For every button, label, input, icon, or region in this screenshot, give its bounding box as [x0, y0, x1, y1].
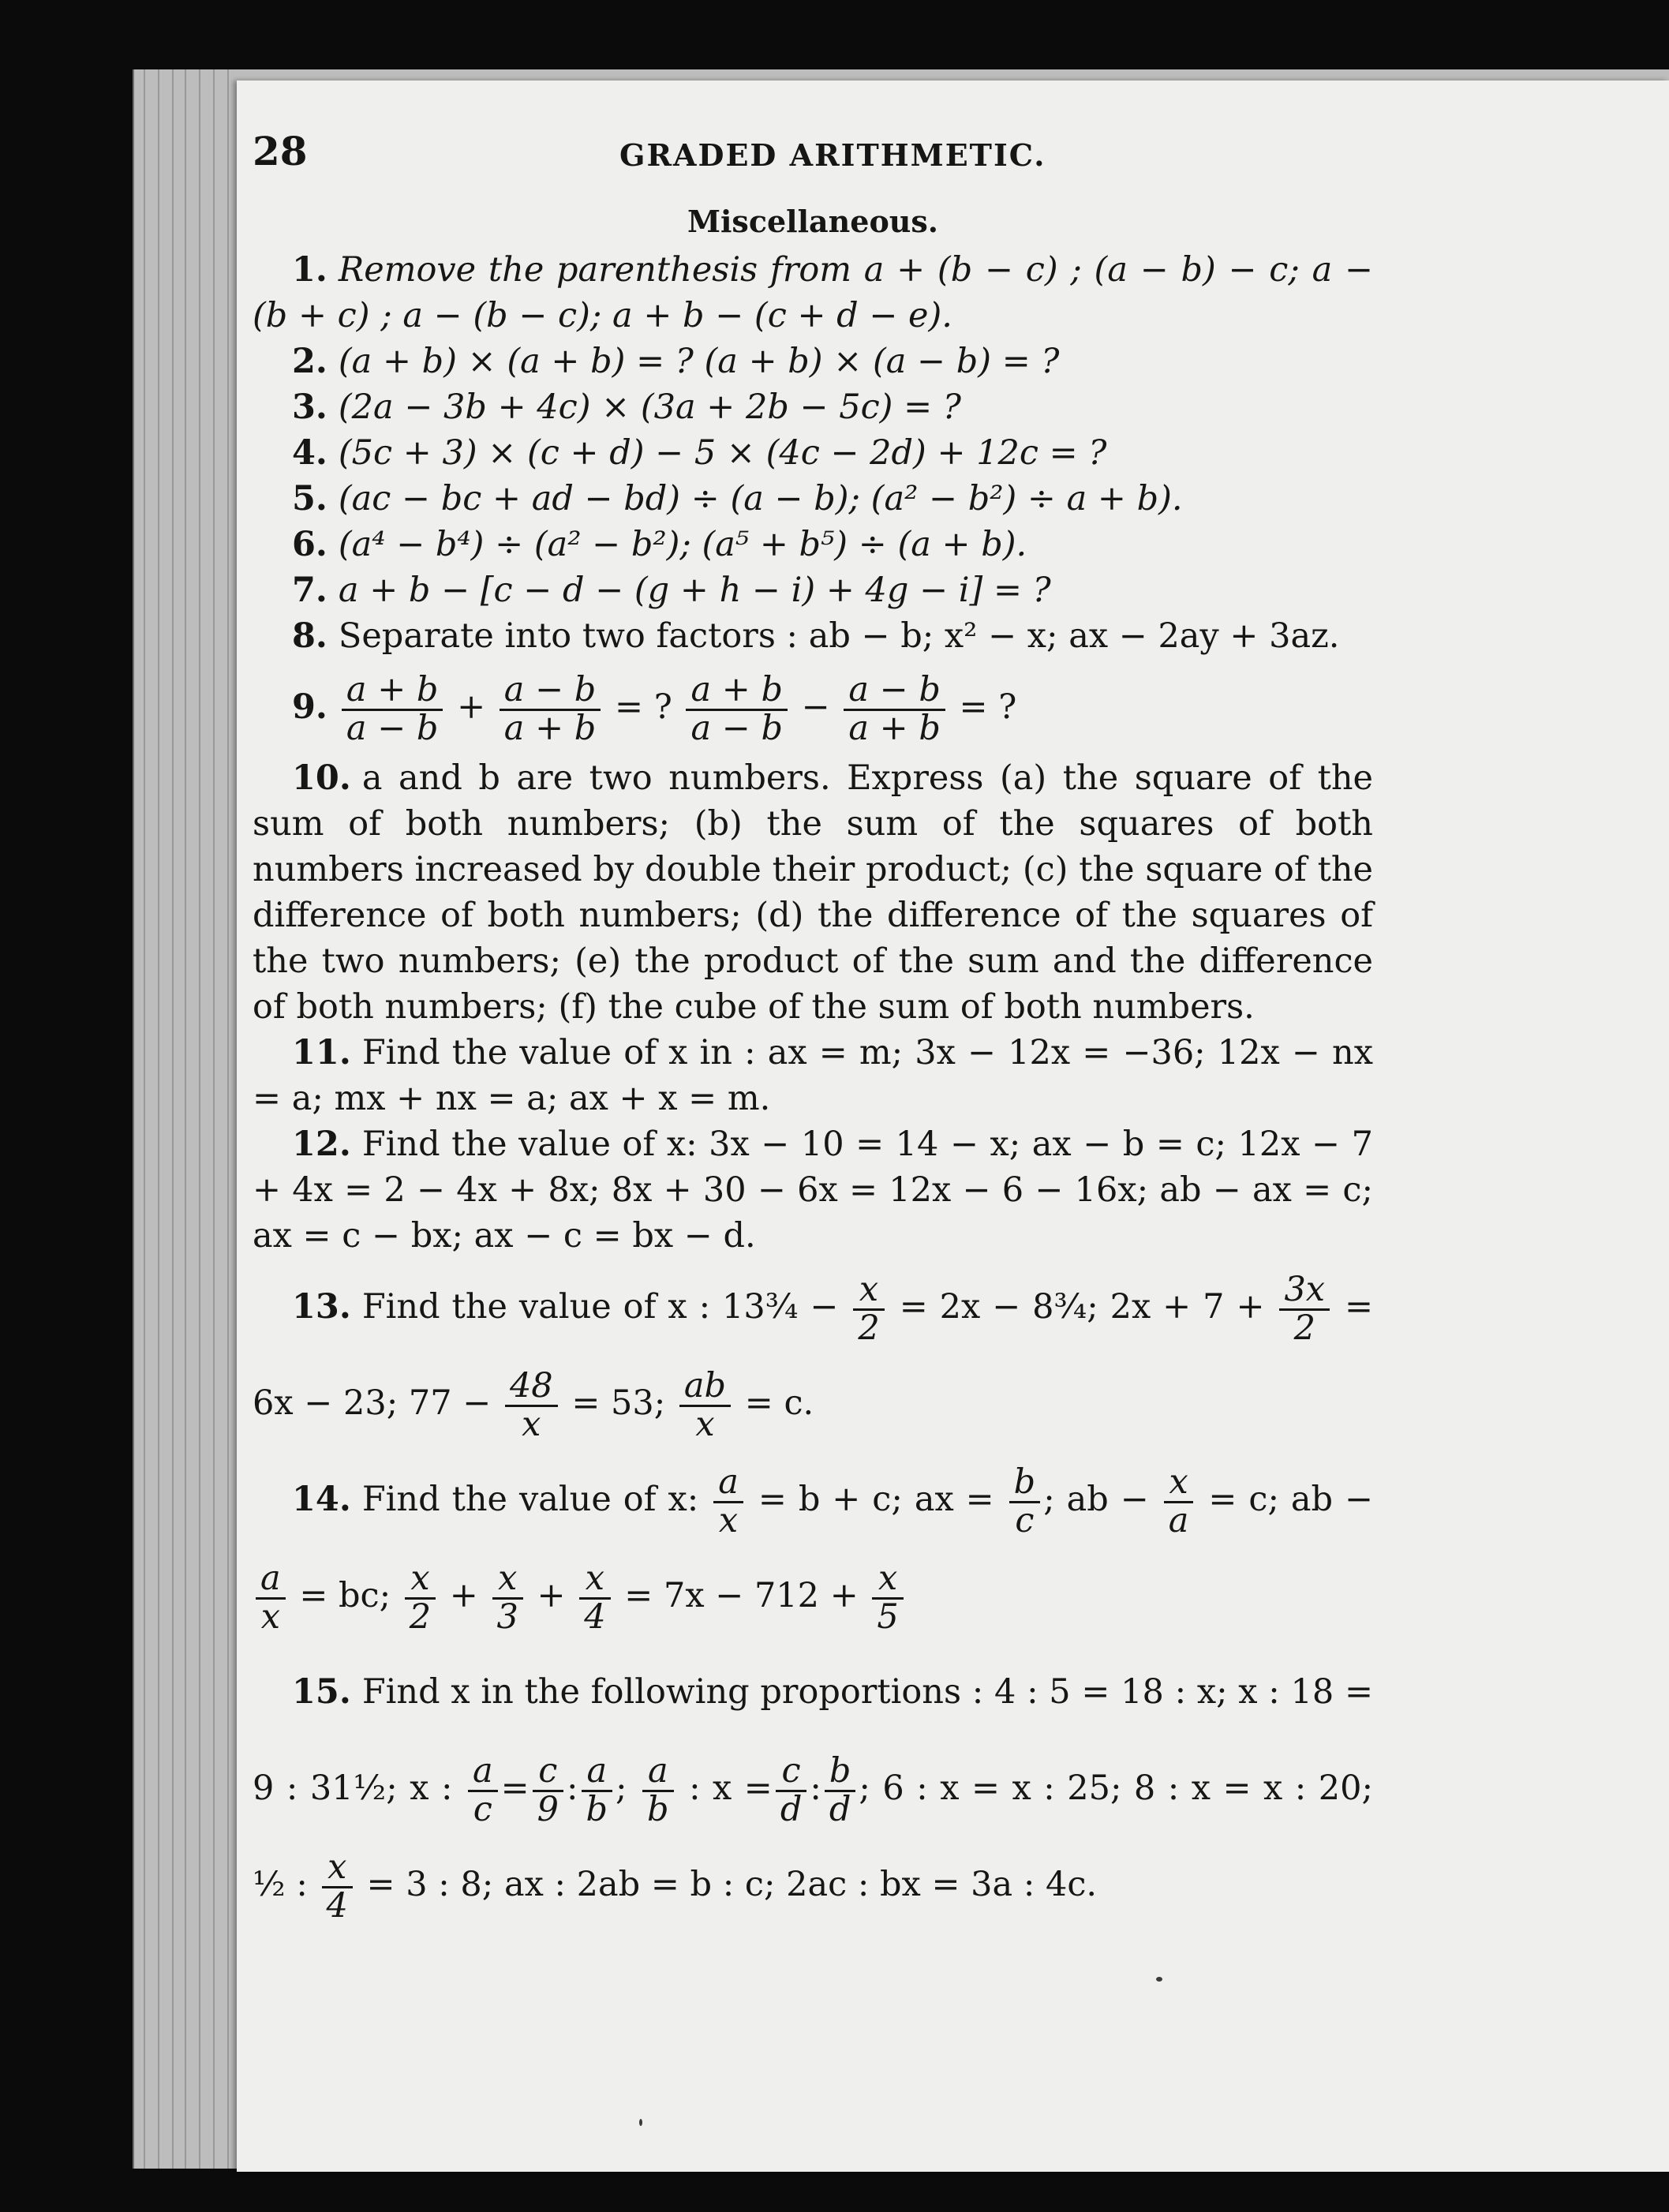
- exercise-number: 3.: [292, 387, 327, 427]
- exercise-text: Find the value of x in : ax = m; 3x − 12x = −36; 12x − nx = a; mx + nx = a; ax + x = m.: [253, 1033, 1373, 1118]
- fraction: $\frac{c}{d}$: [776, 1754, 807, 1827]
- exercise-15: 15. Find x in the following proportions : 4 : 5 = 18 : x; x : 18 = 9 : 31½; x : $\frac{a}{c}$ = $\frac{c}{9}$ : $\frac{a}{b}$ ; $\frac{a}{b}$ : x = $\frac{c}{d}$ : $\frac{b}{d}$ ; 6 : x = x : 25; 8 : x = x : 20; ½ : $\frac{x}{4}$ = 3 : 8; ax : 2ab = b : c; 2ac : bx = 3a : 4c.: [253, 1644, 1373, 1933]
- exercise-number: 6.: [292, 525, 327, 564]
- exercise-number: 10.: [292, 758, 351, 798]
- exercise-3: [253, 384, 1373, 430]
- exercise-7: [253, 567, 1373, 613]
- fraction: $\frac{x}{a}$: [1164, 1465, 1194, 1538]
- fraction: $\frac{b}{d}$: [825, 1754, 856, 1827]
- exercise-text: Remove the parenthesis from a + (b − c) ; (a − b) − c; a − (b + c) ; a − (b − c); a + b − (c + d − e).: [253, 250, 1373, 335]
- fraction: $\frac{a + b}{a - b}$: [686, 672, 788, 746]
- running-head: GRADED ARITHMETIC.: [619, 137, 1046, 173]
- exercise-5: [253, 476, 1373, 522]
- exercise-6: [253, 522, 1373, 567]
- exercise-number: 13.: [292, 1287, 351, 1327]
- exercise-14: 14. Find the value of x: $\frac{a}{x}$ = b + c; ax = $\frac{b}{c}$ ; ab − $\frac{x}{a}$ = c; ab − $\frac{a}{x}$ = bc; $\frac{x}{2}$ + $\frac{x}{3}$ + $\frac{x}{4}$ = 7x − 712 + $\frac{x}{5}$: [253, 1451, 1373, 1644]
- exercise-text: a + b − [c − d − (g + h − i) + 4g − i] = ?: [338, 571, 1051, 610]
- ink-speck: [1156, 1977, 1162, 1982]
- exercise-9: 9. $\frac{a + b}{a - b}$ + $\frac{a - b}{a + b}$ = ? $\frac{a + b}{a - b}$ − $\frac{a - b}{a + b}$ = ?: [253, 659, 1373, 755]
- exercise-text: (ac − bc + ad − bd) ÷ (a − b); (a² − b²) ÷ a + b).: [338, 479, 1183, 518]
- page-content: [253, 126, 1373, 1933]
- exercise-1: [253, 247, 1373, 339]
- exercise-text: (5c + 3) × (c + d) − 5 × (4c − 2d) + 12c = ?: [338, 433, 1107, 473]
- fraction: $\frac{a + b}{a - b}$: [342, 672, 443, 746]
- fraction: $\frac{x}{3}$: [492, 1561, 523, 1634]
- fraction: $\frac{b}{c}$: [1009, 1465, 1041, 1538]
- exercise-number: 8.: [292, 616, 327, 656]
- exercise-number: 7.: [292, 571, 327, 610]
- exercise-number: 12.: [292, 1125, 351, 1164]
- fraction: $\frac{a - b}{a + b}$: [844, 672, 945, 746]
- exercise-text: (2a − 3b + 4c) × (3a + 2b − 5c) = ?: [338, 387, 961, 427]
- exercise-text: (a⁴ − b⁴) ÷ (a² − b²); (a⁵ + b⁵) ÷ (a + b).: [338, 525, 1027, 564]
- exercise-number: 1.: [292, 250, 327, 290]
- exercise-text: Find the value of x: 3x − 10 = 14 − x; ax − b = c; 12x − 7 + 4x = 2 − 4x + 8x; 8x + 30 − 6x = 12x − 6 − 16x; ab − ax = c; ax = c − bx; ax − c = bx − d.: [253, 1125, 1373, 1256]
- fraction: $\frac{x}{4}$: [579, 1561, 610, 1634]
- fraction: $\frac{48}{x}$: [505, 1368, 558, 1442]
- exercise-number: 2.: [292, 342, 327, 381]
- exercise-number: 11.: [292, 1033, 351, 1072]
- fraction: $\frac{a}{b}$: [582, 1754, 613, 1827]
- exercise-2: [253, 339, 1373, 384]
- page-number: 28: [253, 128, 308, 174]
- fraction: $\frac{a}{c}$: [468, 1754, 498, 1827]
- fraction: $\frac{a}{x}$: [713, 1465, 743, 1538]
- fraction: $\frac{x}{5}$: [872, 1561, 903, 1634]
- fraction: $\frac{3x}{2}$: [1279, 1272, 1330, 1346]
- exercise-number: 9.: [292, 687, 327, 727]
- fraction: $\frac{x}{2}$: [405, 1561, 436, 1634]
- fraction: $\frac{x}{2}$: [853, 1272, 884, 1346]
- fraction: $\frac{a}{b}$: [642, 1754, 674, 1827]
- exercise-number: 4.: [292, 433, 327, 473]
- ink-speck: [639, 2119, 642, 2126]
- exercise-10: [253, 755, 1373, 1030]
- section-title: Miscellaneous.: [687, 204, 939, 239]
- exercise-4: [253, 430, 1373, 476]
- fraction: $\frac{x}{4}$: [322, 1850, 353, 1923]
- page-header: [253, 126, 1373, 197]
- exercise-13: 13. Find the value of x : 13¾ − $\frac{x}{2}$ = 2x − 8¾; 2x + 7 + $\frac{3x}{2}$ = 6x − 23; 77 − $\frac{48}{x}$ = 53; $\frac{ab}{x}$ = c.: [253, 1259, 1373, 1451]
- fraction: $\frac{a}{x}$: [256, 1561, 286, 1634]
- exercise-text: Separate into two factors : ab − b; x² − x; ax − 2ay + 3az.: [338, 616, 1340, 656]
- exercise-number: 15.: [292, 1672, 351, 1712]
- exercise-11: [253, 1030, 1373, 1121]
- exercise-text: a and b are two numbers. Express (a) the square of the sum of both numbers; (b) the sum of the squares of both numbers increased by double their product; (c) the square of the difference of both numbers; (d) the difference of the squares of the two numbers; (e) the product of the sum and the difference of both numbers; (f) the cube of the sum of both numbers.: [253, 758, 1373, 1027]
- exercise-8: [253, 613, 1373, 659]
- fraction: $\frac{a - b}{a + b}$: [500, 672, 601, 746]
- fraction: $\frac{ab}{x}$: [679, 1368, 731, 1442]
- exercise-number: 14.: [292, 1480, 351, 1519]
- exercise-12: [253, 1121, 1373, 1259]
- exercise-text: (a + b) × (a + b) = ? (a + b) × (a − b) = ?: [338, 342, 1060, 381]
- exercise-number: 5.: [292, 479, 327, 518]
- fraction: $\frac{c}{9}$: [533, 1754, 563, 1827]
